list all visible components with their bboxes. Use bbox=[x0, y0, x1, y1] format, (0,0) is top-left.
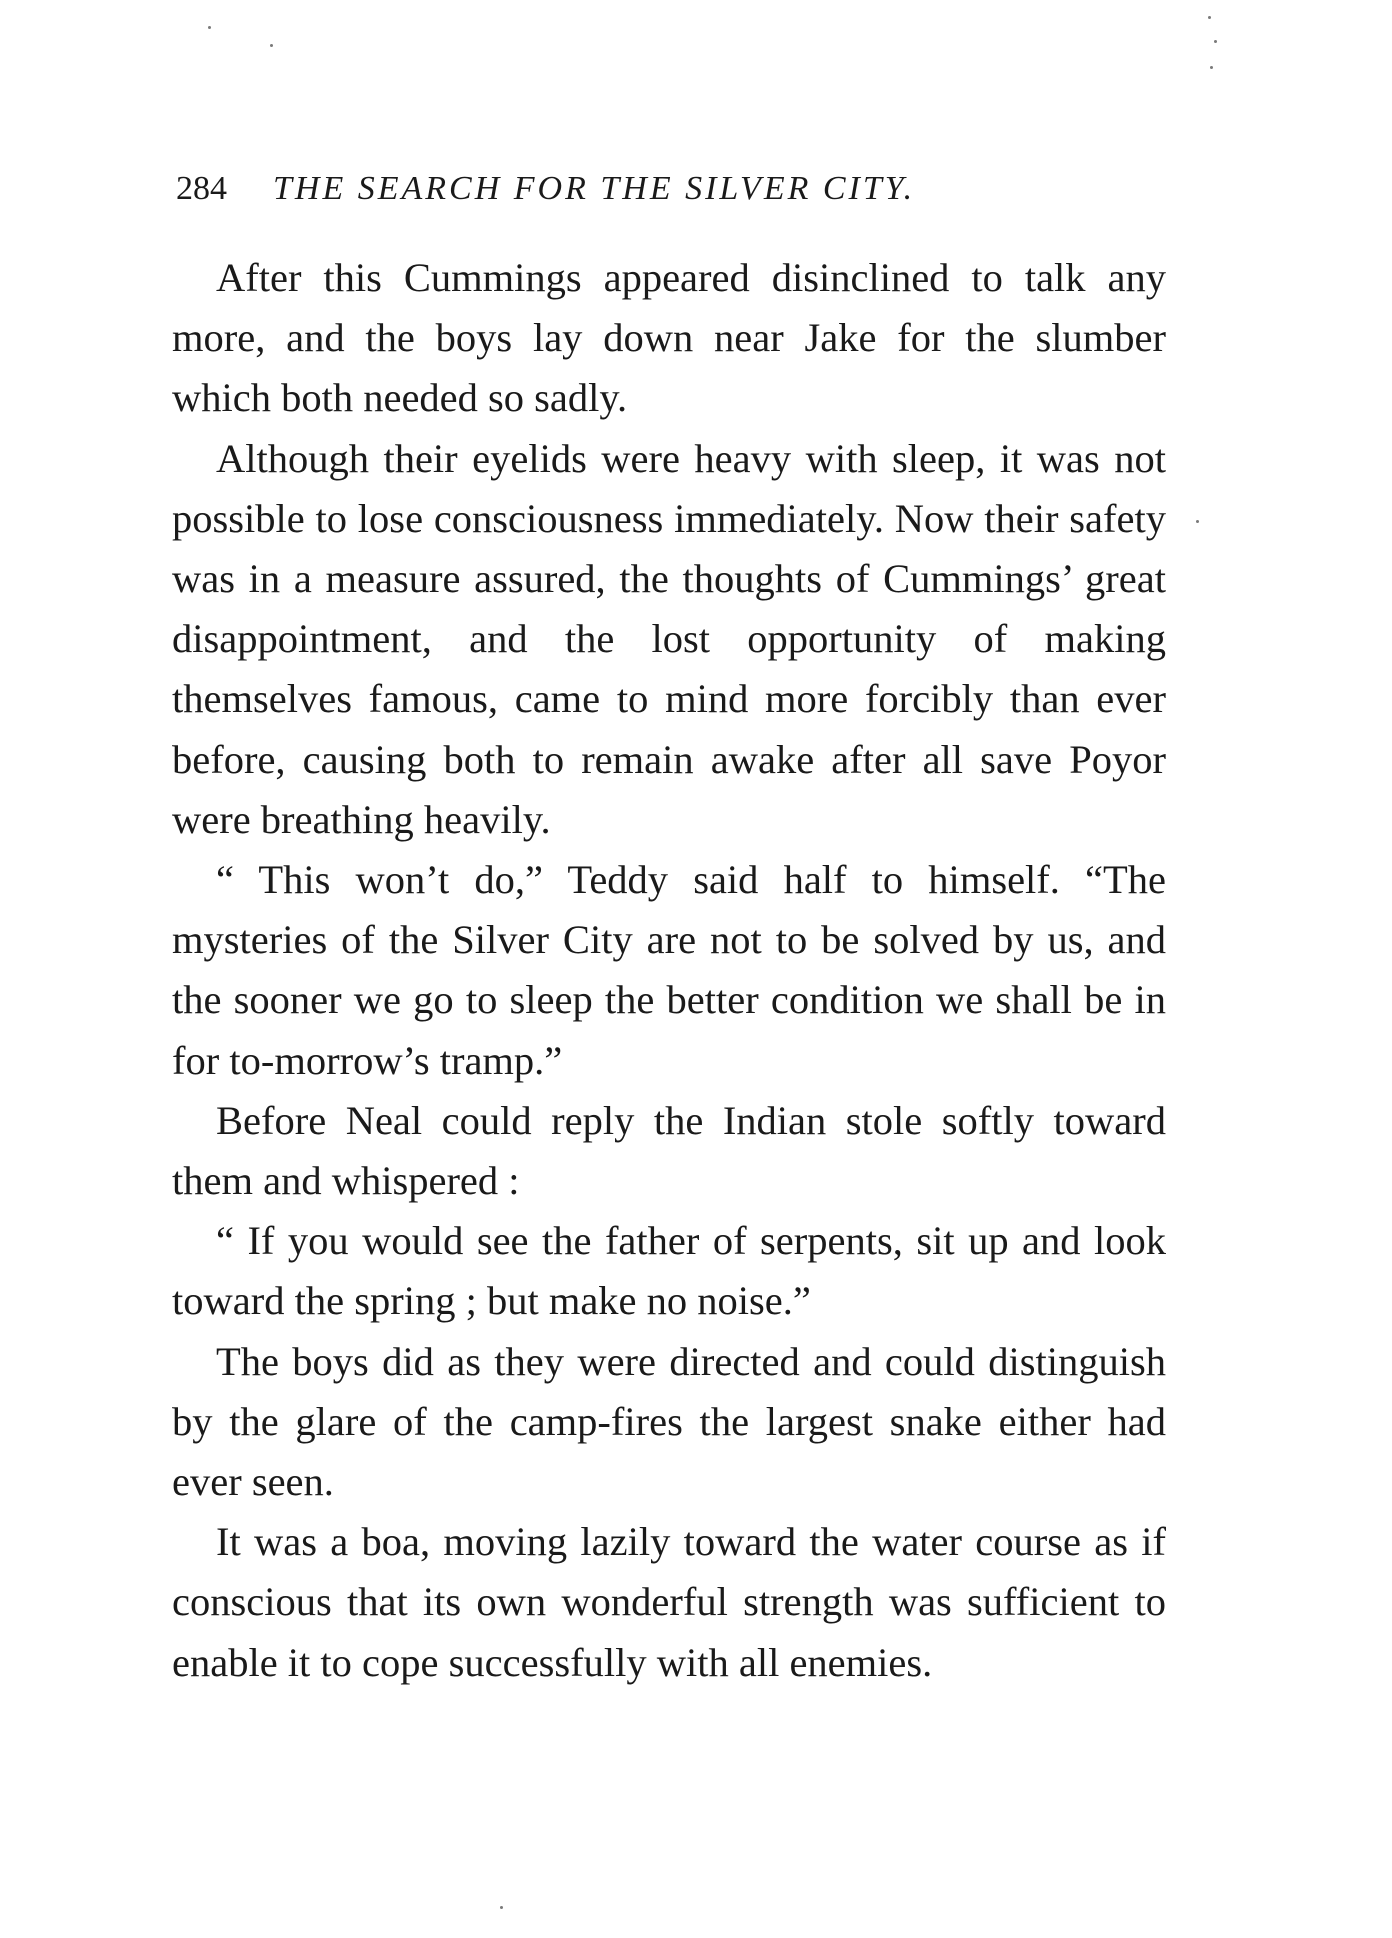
paper-speck bbox=[1210, 66, 1213, 69]
page-number: 284 bbox=[176, 170, 227, 207]
paragraph: It was a boa, moving lazily toward the water course as if conscious that its own wonderful strength was sufficient to enable it to cope successfully with all enemies. bbox=[172, 1519, 1166, 1685]
book-title: THE SEARCH FOR THE SILVER CITY. bbox=[273, 170, 916, 207]
paper-speck bbox=[500, 1906, 503, 1909]
paper-speck bbox=[1196, 520, 1199, 523]
paper-speck bbox=[208, 26, 211, 29]
paragraph: Before Neal could reply the Indian stole softly toward them and whispered : bbox=[172, 1097, 1166, 1204]
paper-speck bbox=[270, 44, 273, 47]
running-head bbox=[176, 164, 1056, 214]
paragraph: Although their eyelids were heavy with sleep, it was not possible to lose consciousness immediately. Now their safety was in a measure assured, the thoughts of Cummings’ great disappointment, and the lost opportunity of making themselves famous, came to mind more forcibly than ever before, causing both to remain awake after all save Poyor were breathing heavily. bbox=[172, 435, 1166, 842]
paragraph: “ This won’t do,” Teddy said half to himself. “The mysteries of the Silver City are not to be solved by us, and the sooner we go to sleep the better condition we shall be in for to-morrow’s tramp.” bbox=[172, 857, 1166, 1083]
body-text bbox=[172, 248, 1166, 1693]
paper-speck bbox=[1214, 40, 1217, 43]
paragraph: “ If you would see the father of serpents, sit up and look toward the spring ; but make no noise.” bbox=[172, 1218, 1166, 1324]
paragraph: After this Cummings appeared disinclined to talk any more, and the boys lay down near Jake for the slumber which both needed so sadly. bbox=[172, 255, 1166, 421]
paragraph: The boys did as they were directed and could distinguish by the glare of the camp-fires the largest snake either had ever seen. bbox=[172, 1338, 1166, 1505]
paper-speck bbox=[1208, 16, 1211, 19]
